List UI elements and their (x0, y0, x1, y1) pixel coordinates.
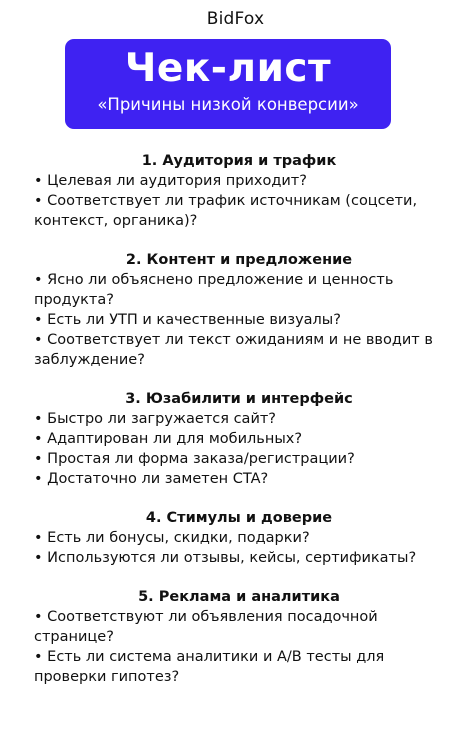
page-subtitle: «Причины низкой конверсии» (97, 95, 359, 114)
checklist-item: • Соответствуют ли объявления посадочной странице? (34, 609, 378, 645)
section-audience-traffic (34, 151, 434, 231)
checklist-item: • Есть ли система аналитики и A/B тесты для проверки гипотез? (34, 649, 385, 685)
section-title: 2. Контент и предложение (125, 252, 353, 268)
section-ads-analytics (34, 587, 434, 687)
checklist-item: • Соответствует ли трафик источникам (соцсети, контекст, органика)? (34, 193, 418, 229)
section-title: 1. Аудитория и трафик (141, 153, 337, 169)
section-title: 3. Юзабилити и интерфейс (125, 391, 353, 407)
checklist-item: • Ясно ли объяснено предложение и ценность продукта? (34, 272, 394, 308)
brand-logo-text: BidFox (206, 9, 265, 29)
checklist-item: • Адаптирован ли для мобильных? (34, 431, 303, 447)
checklist (34, 151, 434, 706)
checklist-item: • Быстро ли загружается сайт? (34, 411, 277, 427)
section-incentives-trust (34, 508, 434, 568)
checklist-item: • Простая ли форма заказа/регистрации? (34, 451, 355, 467)
checklist-item: • Соответствует ли текст ожиданиям и не вводит в заблуждение? (34, 332, 433, 368)
section-usability-interface (34, 389, 434, 489)
checklist-item: • Достаточно ли заметен CTA? (34, 471, 269, 487)
checklist-item: • Есть ли бонусы, скидки, подарки? (34, 530, 310, 546)
section-content-offer (34, 250, 434, 370)
checklist-item: • Есть ли УТП и качественные визуалы? (34, 312, 341, 328)
section-title: 4. Стимулы и доверие (145, 510, 333, 526)
checklist-item: • Используются ли отзывы, кейсы, сертификаты? (34, 550, 417, 566)
page-title: Чек-лист (124, 46, 332, 91)
section-title: 5. Реклама и аналитика (138, 589, 340, 605)
title-banner (65, 39, 391, 129)
checklist-item: • Целевая ли аудитория приходит? (34, 173, 307, 189)
